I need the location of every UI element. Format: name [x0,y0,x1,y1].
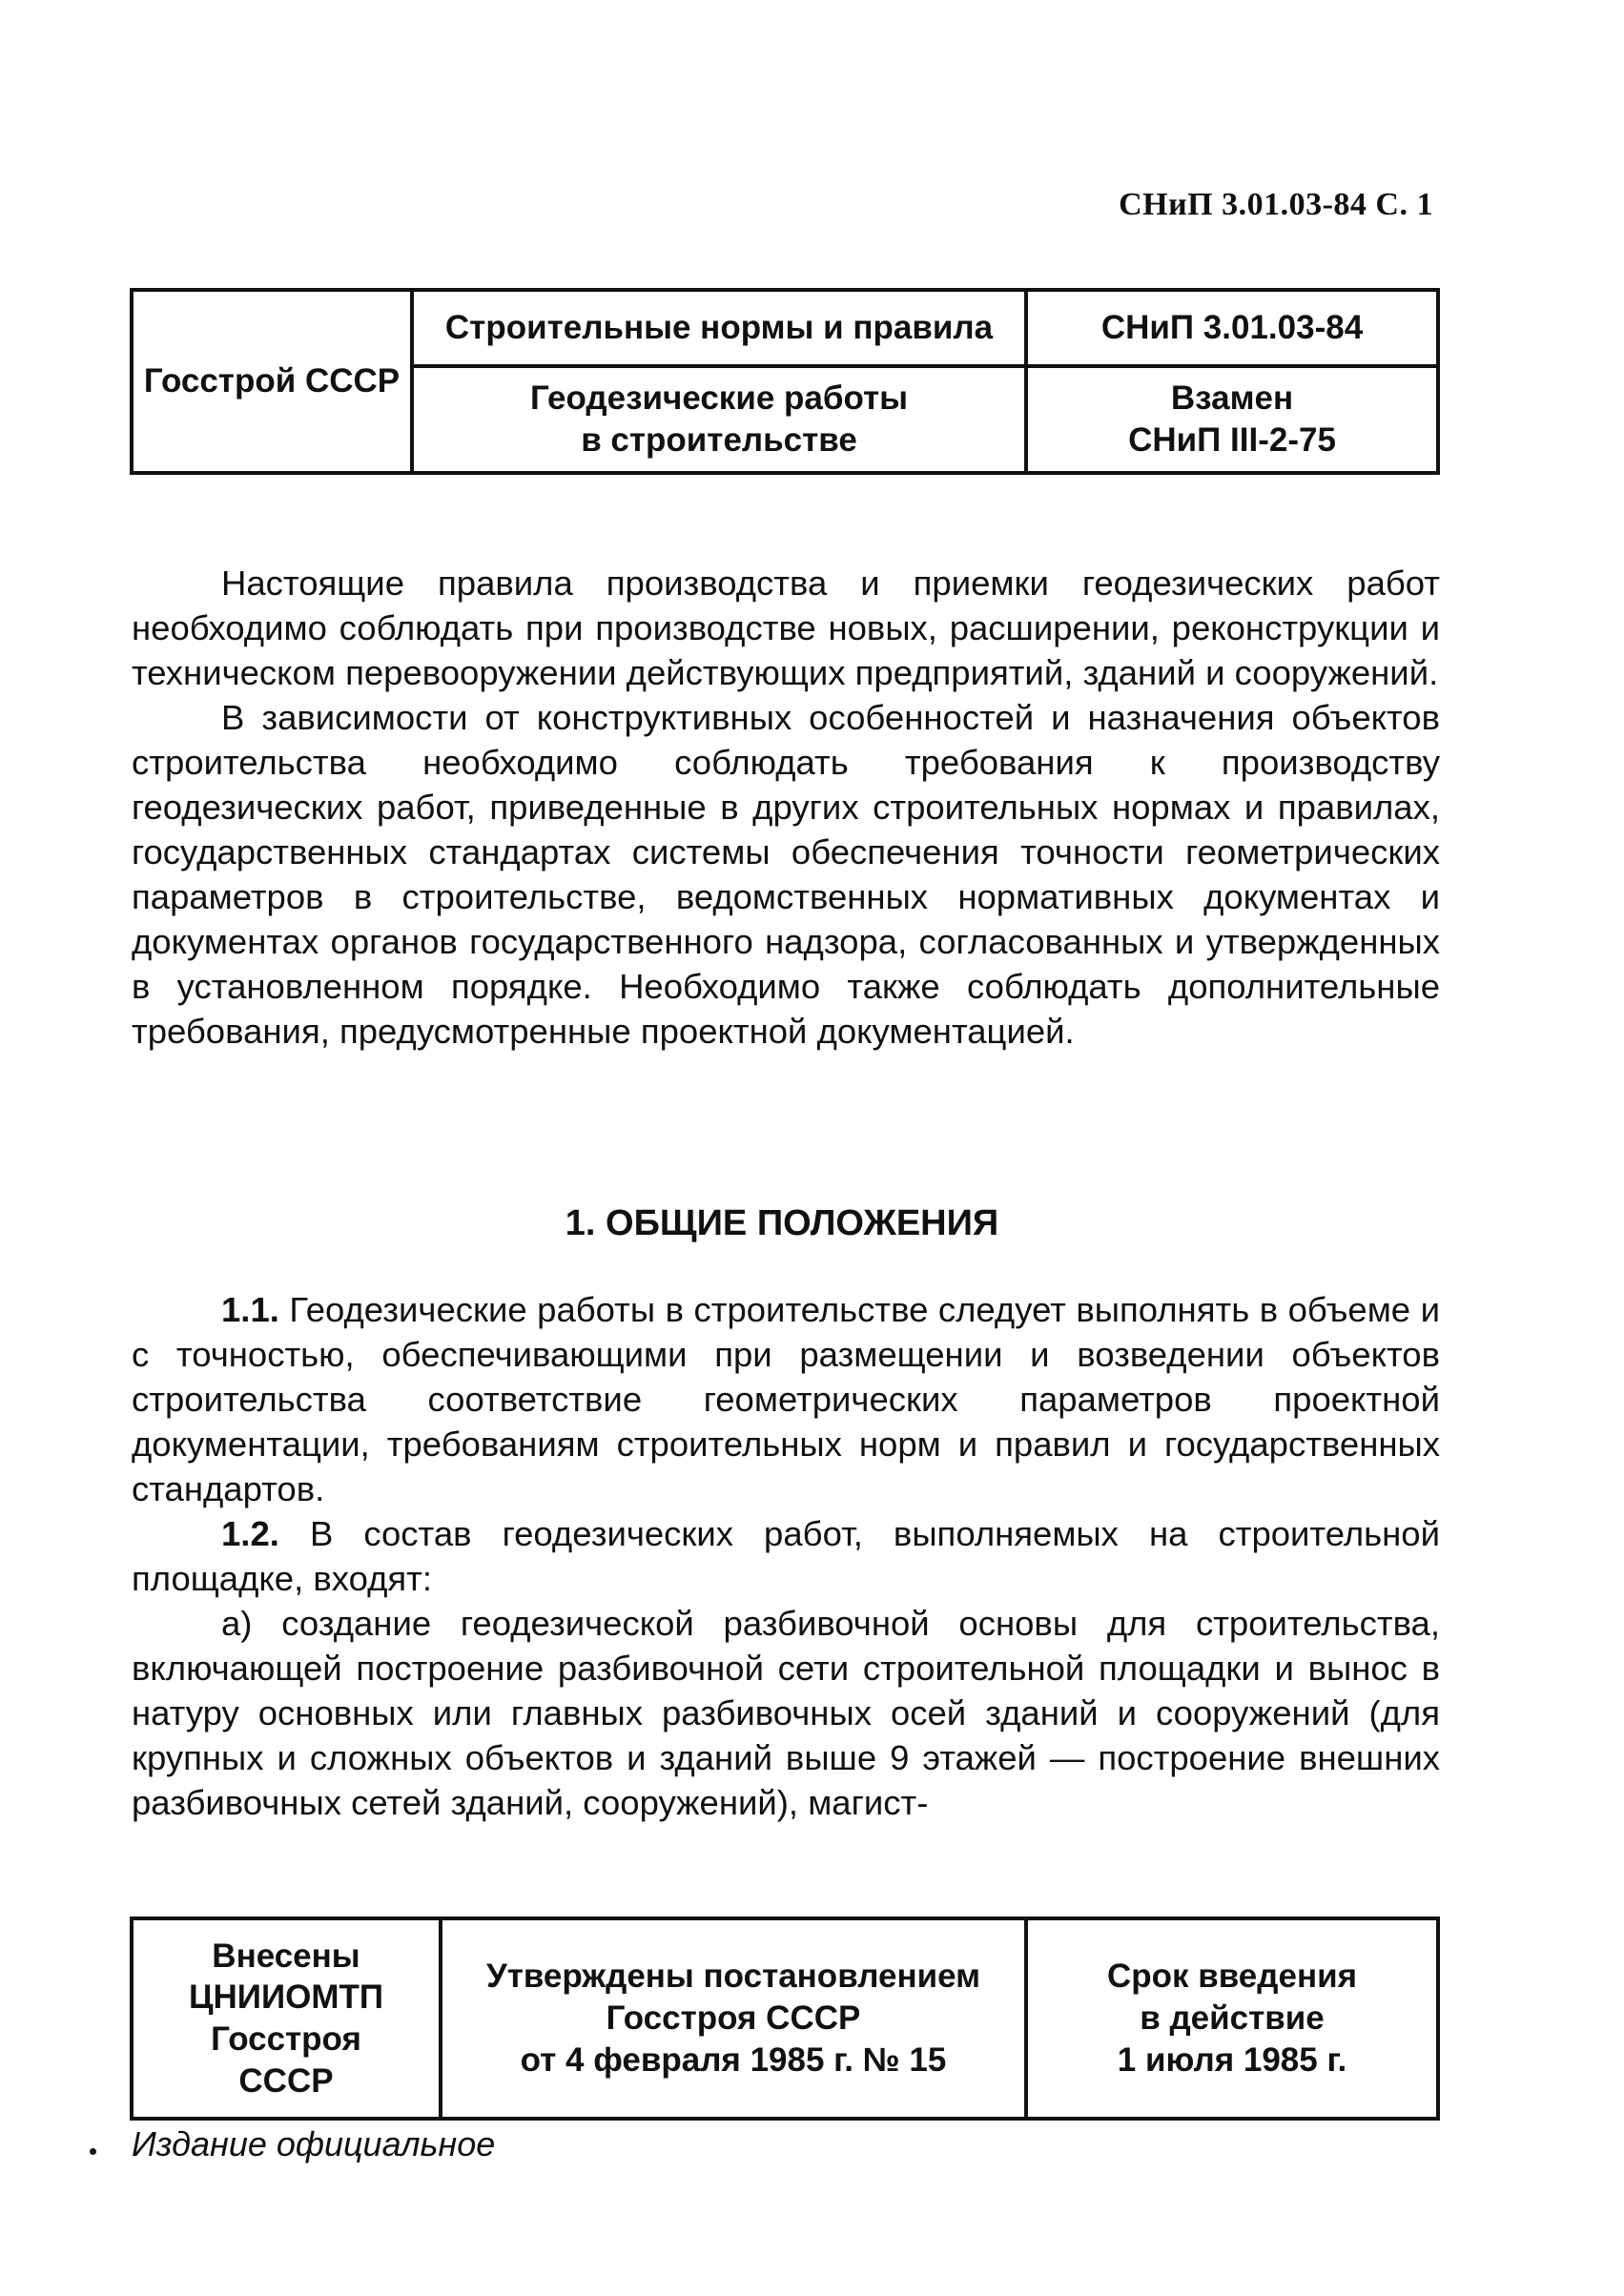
approved-cell [441,1918,1026,2119]
intro-text [132,561,1440,1054]
section-body [132,1287,1440,1825]
introduced-line4: СССР [238,2061,334,2100]
scan-dot [90,2148,96,2155]
approved-line1: Утверждены постановлением [485,1958,981,1996]
clause-1-1 [132,1287,1440,1511]
clause-1-2-number: 1.2. [221,1514,279,1553]
introduced-cell [132,1918,441,2119]
introduced-line3: Госстроя [211,2020,361,2058]
approved-line2: Госстроя СССР [606,1999,861,2038]
replaces-line2: СНиП III-2-75 [1128,421,1336,459]
doc-title-cell [412,366,1026,473]
document-footer-table [130,1917,1440,2121]
intro-paragraph-1: Настоящие правила производства и приемки геодезических работ необходимо соблюдать при производстве новых, расширении, реконструкции и техническом перевооружении действующих предприятий, зданий и сооружений. [132,564,1440,692]
intro-paragraph-2: В зависимости от конструктивных особенностей и назначения объектов строительства необходимо соблюдать требования к производству геодезических работ, приведенные в других строительных нормах и правилах, государственных стандартах системы обеспечения точности геометрических параметров в строительстве, ведомственных нормативных документах и документах органов государственного надзора, согласованных и утвержденных в установленном порядке. Необходимо также соблюдать дополнительные требования, предусмотренные проектной документацией. [132,698,1440,1051]
doc-code-cell: СНиП 3.01.03-84 [1026,290,1438,366]
doc-title-line2: в строительстве [581,421,857,459]
effective-date-cell [1026,1918,1438,2119]
section-title: 1. ОБЩИЕ ПОЛОЖЕНИЯ [565,1203,999,1243]
effective-line1: Срок введения [1106,1958,1358,1996]
document-header-table [130,288,1440,475]
doc-type-cell: Строительные нормы и правила [412,290,1026,366]
official-edition-note: Издание официальное [132,2124,496,2163]
clause-1-2-text: В состав геодезических работ, выполняемых на строительной площадке, входят: [132,1514,1440,1598]
replaces-line1: Взамен [1170,379,1294,418]
clause-1-1-number: 1.1. [221,1290,279,1329]
clause-1-2-item-a: а) создание геодезической разбивочной основы для строительства, включающей построение разбивочной сети строительной площадки и вынос в натуру основных или главных разбивочных осей зданий и сооружений (для крупных и сложных объектов и зданий выше 9 этажей — построение внешних разбивочных сетей зданий, сооружений), магист- [132,1604,1440,1822]
clause-1-1-text: Геодезические работы в строительстве следует выполнять в объеме и с точностью, обеспечивающими при размещении и возведении объектов строительства соответствие геометрических параметров проектной документации, требованиям строительных норм и правил и государственных стандартов. [132,1290,1440,1508]
effective-line2: в действие [1140,1999,1325,2038]
clause-1-2 [132,1511,1440,1601]
org-cell: Госстрой СССР [132,290,412,473]
introduced-line1: Внесены [212,1937,360,1975]
page-header: СНиП 3.01.03-84 С. 1 [1119,187,1433,222]
replaces-cell [1026,366,1438,473]
doc-title-line1: Геодезические работы [529,379,909,418]
approved-line3: от 4 февраля 1985 г. № 15 [520,2040,947,2079]
effective-line3: 1 июля 1985 г. [1117,2040,1347,2079]
introduced-line2: ЦНИИОМТП [188,1978,384,2017]
